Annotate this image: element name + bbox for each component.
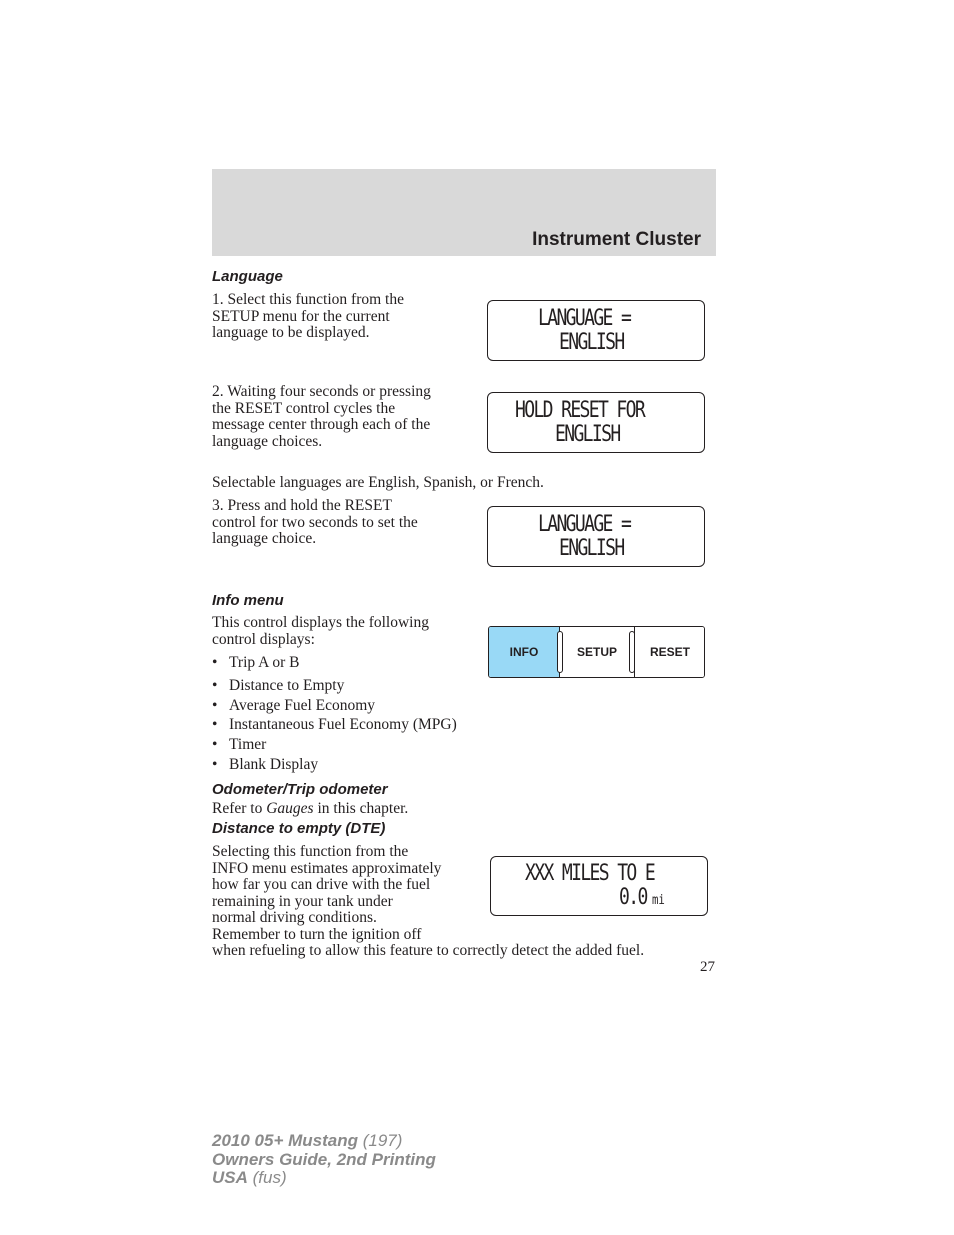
list-item (212, 677, 344, 695)
button-divider (557, 631, 563, 673)
reset-button: RESET (634, 627, 705, 677)
list-item (212, 756, 318, 774)
info-button: INFO (489, 627, 560, 677)
text-line: how far you can drive with the fuel (212, 876, 431, 893)
list-item (212, 716, 457, 734)
text-line: 2. Waiting four seconds or pressing (212, 383, 431, 400)
lcd-line: ENGLISH (555, 422, 620, 447)
document-footer (212, 1132, 436, 1188)
list-item-label: Blank Display (229, 756, 319, 773)
footer-line-3 (212, 1169, 436, 1188)
text-line: SETUP menu for the current (212, 307, 390, 325)
lcd-display-hold-reset (487, 392, 705, 453)
text-line: message center through each of the (212, 416, 431, 433)
text-line: This control displays the following (212, 614, 429, 631)
text-line: INFO menu estimates approximately (212, 859, 442, 877)
footer-code: (197) (358, 1131, 403, 1150)
text-line: control displays: (212, 630, 315, 648)
list-item-label: Trip A or B (229, 654, 300, 671)
info-menu-heading: Info menu (212, 592, 284, 609)
odometer-heading: Odometer/Trip odometer (212, 781, 388, 798)
text-line: language choice. (212, 530, 317, 547)
text-segment: Refer to (212, 800, 267, 817)
language-step-2 (212, 384, 431, 450)
setup-button: SETUP (560, 627, 634, 677)
text-line: Remember to turn the ignition off (212, 925, 422, 943)
lcd-display-language (487, 300, 705, 361)
list-item-label: Distance to Empty (229, 677, 345, 694)
text-line: remaining in your tank under (212, 892, 393, 910)
language-heading: Language (212, 268, 283, 285)
gauges-reference: Gauges (266, 800, 314, 817)
list-item (212, 654, 300, 672)
bullet: • (212, 716, 218, 733)
text-line: 1. Select this function from the (212, 291, 404, 308)
footer-model: 2010 05+ Mustang (212, 1131, 358, 1150)
chapter-title: Instrument Cluster (532, 229, 701, 250)
bullet: • (212, 697, 218, 714)
text-line: Selecting this function from the (212, 843, 409, 860)
footer-region-code: (fus) (247, 1168, 287, 1187)
text-line: language to be displayed. (212, 324, 370, 341)
lcd-line: ENGLISH (559, 330, 624, 355)
text-line: language choices. (212, 432, 323, 450)
list-item-label: Timer (229, 736, 267, 753)
footer-region: USA (212, 1168, 248, 1187)
bullet: • (212, 677, 218, 694)
language-step-1 (212, 292, 404, 342)
lcd-line: LANGUAGE = (538, 306, 631, 331)
lcd-value: 0.0 (619, 885, 647, 910)
lcd-display-language-confirm (487, 506, 705, 567)
list-item-label: Instantaneous Fuel Economy (MPG) (229, 716, 457, 733)
button-divider (629, 631, 635, 673)
lcd-line: LANGUAGE = (538, 512, 631, 537)
lcd-line: ENGLISH (559, 536, 624, 561)
text-line: the RESET control cycles the (212, 399, 396, 417)
language-step-3 (212, 498, 418, 548)
dte-heading: Distance to empty (DTE) (212, 820, 386, 837)
bullet: • (212, 654, 218, 671)
info-menu-intro (212, 615, 429, 648)
page-number: 27 (700, 959, 715, 975)
footer-line-1 (212, 1132, 436, 1151)
lcd-line: HOLD RESET FOR (515, 398, 645, 423)
lcd-unit: mi (652, 893, 665, 908)
text-line: control for two seconds to set the (212, 513, 418, 531)
bullet: • (212, 756, 218, 773)
lcd-line: XXX MILES TO E (525, 861, 655, 886)
text-line: when refueling to allow this feature to correctly detect the added fuel. (212, 942, 645, 959)
text-line: normal driving conditions. (212, 909, 377, 926)
text-line: 3. Press and hold the RESET (212, 497, 392, 514)
text-segment: in this chapter. (313, 800, 409, 817)
footer-line-2: Owners Guide, 2nd Printing (212, 1149, 436, 1169)
odometer-text (212, 801, 408, 818)
control-button-panel (488, 626, 705, 678)
list-item (212, 697, 375, 715)
bullet: • (212, 736, 218, 753)
chapter-header (212, 169, 716, 256)
list-item (212, 736, 266, 754)
lcd-display-dte (490, 856, 708, 916)
selectable-languages: Selectable languages are English, Spanish, or French. (212, 474, 544, 491)
list-item-label: Average Fuel Economy (229, 697, 376, 714)
